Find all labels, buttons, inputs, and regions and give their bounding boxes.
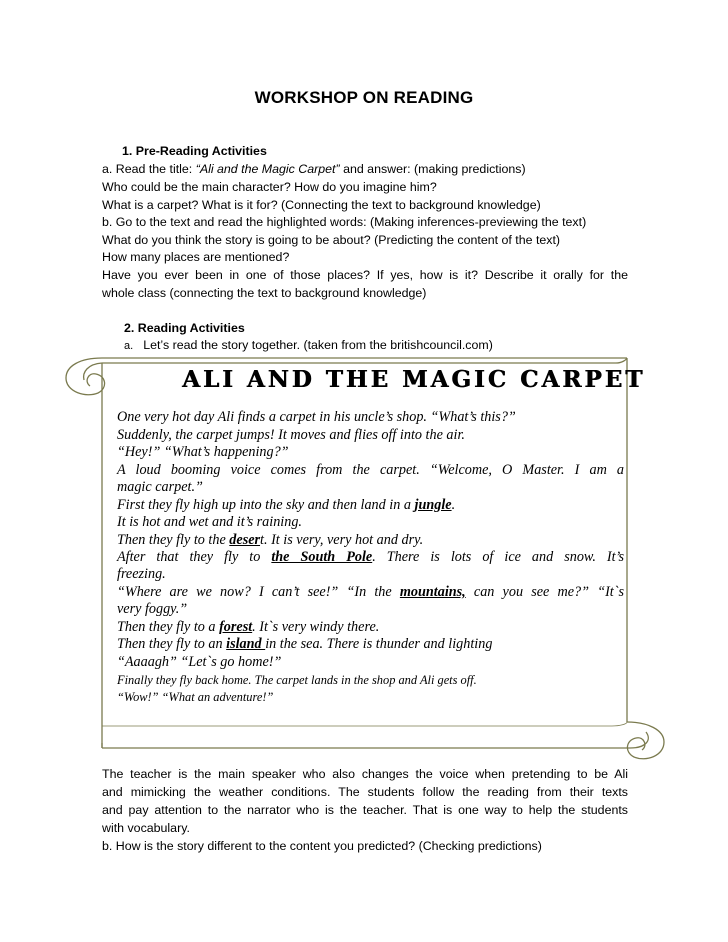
story-line: Finally they fly back home. The carpet lands in the shop and Ali gets off.	[117, 673, 477, 687]
story-line: Then they fly to an island in the sea. There is thunder and lighting	[117, 636, 493, 652]
question-continued: whole class (connecting the text to background knowledge)	[102, 286, 427, 300]
highlighted-word-desert: deser	[229, 532, 261, 548]
highlighted-word-island: island	[226, 636, 266, 652]
paragraph-line: The teacher is the main speaker who also changes the voice when pretending to be Ali	[102, 767, 628, 781]
story-line: A loud booming voice comes from the carpet. “Welcome, O Master. I am a	[117, 462, 624, 478]
pre-reading-item-a: a. Read the title: “Ali and the Magic Carpet” and answer: (making predictions)	[102, 162, 526, 176]
story-line: “Wow!” “What an adventure!”	[117, 690, 274, 704]
reading-heading: 2. Reading Activities	[124, 321, 245, 335]
story-line: Then they fly to a forest. It`s very windy there.	[117, 619, 380, 635]
story-line: freezing.	[117, 566, 166, 582]
story-line: “Where are we now? I can’t see!” “In the mountains, can you see me?” “It`s	[117, 584, 624, 600]
paragraph-line: and mimicking the weather conditions. The students follow the reading from their texts	[102, 785, 628, 799]
story-line: First they fly high up into the sky and then land in a jungle.	[117, 497, 456, 513]
highlighted-word-jungle: jungle	[414, 497, 452, 513]
story-line: Then they fly to the desert. It is very, very hot and dry.	[117, 532, 424, 548]
story-line: “Hey!” “What’s happening?”	[117, 444, 289, 460]
question: How many places are mentioned?	[102, 250, 290, 264]
pre-reading-heading: 1. Pre-Reading Activities	[122, 144, 267, 158]
story-line: “Aaaagh” “Let`s go home!”	[117, 654, 282, 670]
page-title: WORKSHOP ON READING	[254, 88, 474, 107]
post-reading-item-b: b. How is the story different to the content you predicted? (Checking predictions)	[102, 839, 542, 853]
highlighted-word-south-pole: the South Pole	[271, 549, 373, 565]
story-title: ALI AND THE MAGIC CARPET	[182, 366, 646, 393]
story-title-reference: “Ali and the Magic Carpet”	[195, 162, 340, 176]
story-line: After that they fly to the South Pole. There is lots of ice and snow. It’s	[117, 549, 624, 565]
question: Have you ever been in one of those places? If yes, how is it? Describe it orally for the	[102, 268, 628, 282]
story-line: magic carpet.”	[117, 479, 203, 495]
highlighted-word-mountains: mountains,	[399, 584, 466, 600]
paragraph-line: with vocabulary.	[102, 821, 190, 835]
story-line: It is hot and wet and it’s raining.	[117, 514, 302, 530]
story-line: One very hot day Ali finds a carpet in his uncle’s shop. “What’s this?”	[117, 409, 516, 425]
paragraph-line: and pay attention to the narrator who is the teacher. That is one way to help the students	[102, 803, 628, 817]
question: What do you think the story is going to be about? (Predicting the content of the text)	[102, 233, 561, 247]
pre-reading-item-b: b. Go to the text and read the highlighted words: (Making inferences-previewing the text)	[102, 215, 587, 229]
reading-item-a: a. Let’s read the story together. (taken from the britishcouncil.com)	[124, 338, 493, 352]
question: What is a carpet? What is it for? (Connecting the text to background knowledge)	[102, 198, 541, 212]
story-line: Suddenly, the carpet jumps! It moves and flies off into the air.	[117, 427, 465, 443]
highlighted-word-forest: forest	[219, 619, 253, 635]
story-line: very foggy.”	[117, 601, 188, 617]
question: Who could be the main character? How do you imagine him?	[102, 180, 437, 194]
